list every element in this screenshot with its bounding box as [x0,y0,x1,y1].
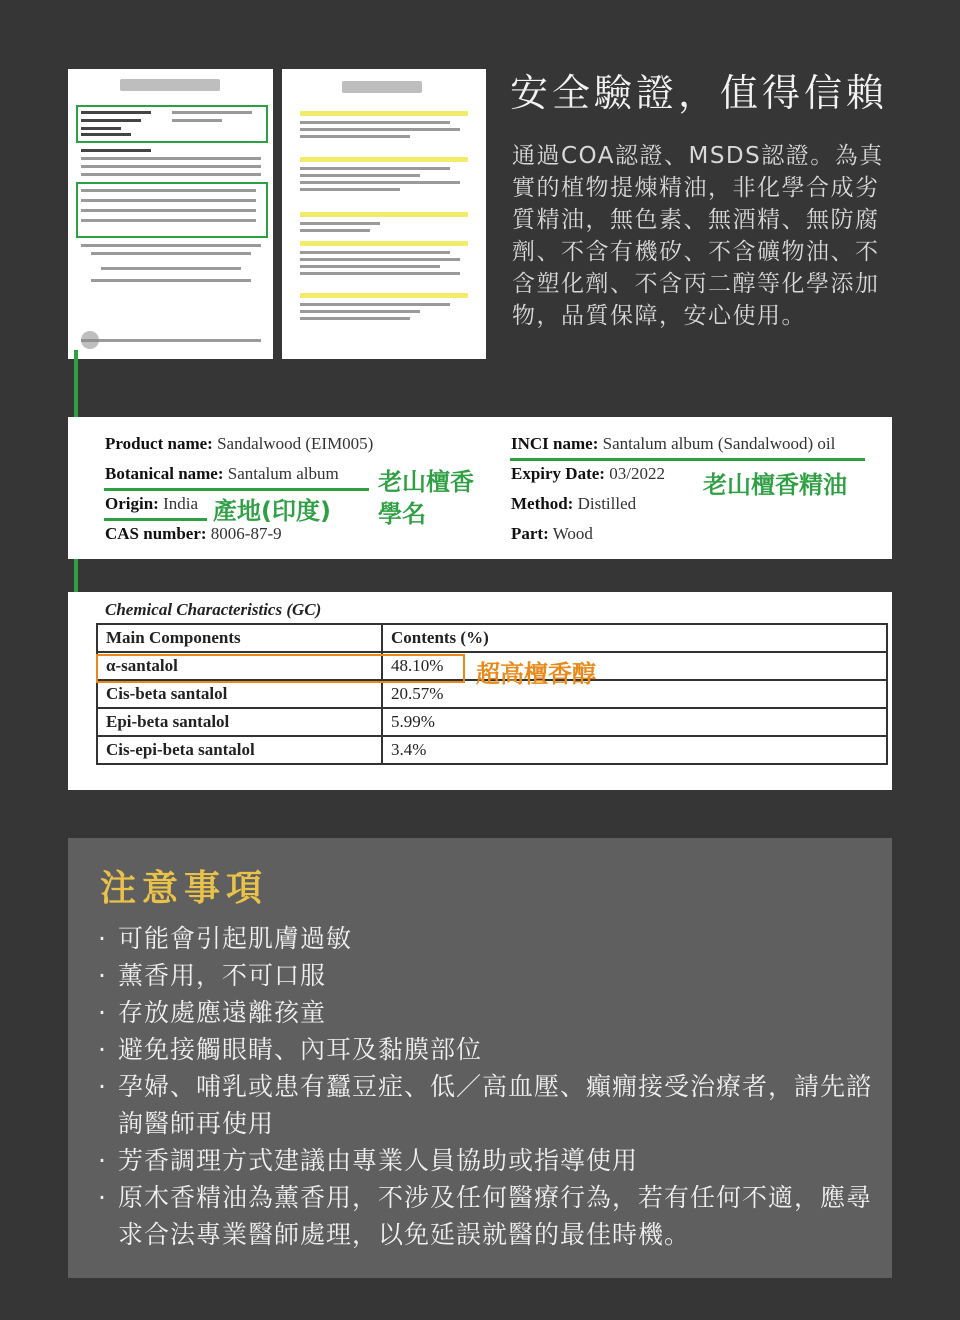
blurred-text [300,303,450,306]
component-name: α-santalol [97,652,382,680]
blurred-text [81,339,261,342]
blurred-text [300,121,450,124]
blurred-text [300,272,460,275]
blurred-text [81,119,141,122]
blurred-text [81,127,121,130]
blurred-text [300,310,420,313]
list-item: · 芳香調理方式建議由專業人員協助或指導使用 [98,1142,878,1179]
notes-title: 注意事項 [100,867,269,909]
blurred-text [172,111,252,114]
inci-underline [510,458,865,461]
chemical-characteristics-card [68,592,892,790]
table-row [97,708,887,736]
blurred-text [81,165,261,168]
blurred-text [81,189,256,192]
blurred-text [172,119,222,122]
annotation-origin: 產地(印度) [213,497,331,525]
method-row: Method: Distilled [511,494,637,513]
component-value: 20.57% [382,680,887,708]
expiry-date-row: Expiry Date: 03/2022 [511,464,665,483]
notes-panel [68,838,892,1278]
chemical-title: Chemical Characteristics (GC) [105,600,322,619]
blurred-section-header [300,157,468,162]
part-row: Part: Wood [511,524,593,543]
component-value: 5.99% [382,708,887,736]
blurred-text [300,128,460,131]
table-header-row [97,624,887,652]
component-name: Epi-beta santalol [97,708,382,736]
component-name: Cis-epi-beta santalol [97,736,382,764]
santalol-annotation: 超高檀香醇 [476,660,596,688]
list-item: · 原木香精油為薰香用，不涉及任何醫療行為，若有任何不適，應尋求合法專業醫師處理，以免延誤就醫的最佳時機。 [98,1179,878,1253]
inci-name-row: INCI name: Santalum album (Sandalwood) oil [511,434,836,453]
notes-list [98,920,878,1253]
component-name: Cis-beta santalol [97,680,382,708]
coa-certificate-thumbnail [68,69,273,359]
blurred-logo [120,79,220,91]
blurred-text [300,265,440,268]
list-item: · 存放處應遠離孩童 [98,994,878,1031]
blurred-text [81,244,261,247]
cas-number-row: CAS number: 8006-87-9 [105,524,282,543]
blurred-section-header [300,111,468,116]
column-header-component: Main Components [97,624,382,652]
blurred-text [91,279,251,282]
blurred-text [300,317,410,320]
msds-certificate-thumbnail [282,69,486,359]
blurred-section-header [300,241,468,246]
blurred-text [101,267,241,270]
blurred-section-header [300,293,468,298]
blurred-section-header [300,212,468,217]
blurred-stamp [81,331,99,349]
column-header-contents: Contents (%) [382,624,887,652]
blurred-logo [342,81,422,93]
list-item: · 薰香用，不可口服 [98,957,878,994]
blurred-text [81,199,256,202]
blurred-text [81,149,151,152]
annotation-botanical-line2: 學名 [378,500,426,528]
blurred-text [81,133,131,136]
component-value: 3.4% [382,736,887,764]
blurred-text [81,209,256,212]
product-info-card [68,417,892,559]
blurred-text [300,135,410,138]
blurred-text [81,111,151,114]
annotation-botanical-line1: 老山檀香 [378,468,474,496]
table-row [97,736,887,764]
blurred-text [300,222,380,225]
santalol-highlight [96,654,465,683]
blurred-text [300,181,460,184]
origin-underline [104,518,207,521]
gc-table [96,623,888,765]
botanical-name-row: Botanical name: Santalum album [105,464,339,483]
list-item: · 孕婦、哺乳或患有蠶豆症、低／高血壓、癲癇接受治療者，請先諮詢醫師再使用 [98,1068,878,1142]
blurred-text [81,219,256,222]
blurred-text [81,173,261,176]
blurred-text [300,229,370,232]
blurred-text [300,258,460,261]
component-value: 48.10% [382,652,887,680]
annotation-inci: 老山檀香精油 [703,471,847,499]
origin-row: Origin: India [105,494,199,513]
blurred-text [300,167,450,170]
blurred-text [300,251,450,254]
list-item: · 避免接觸眼睛、內耳及黏膜部位 [98,1031,878,1068]
list-item: · 可能會引起肌膚過敏 [98,920,878,957]
product-name-row: Product name: Sandalwood (EIM005) [105,434,374,453]
blurred-text [300,174,420,177]
blurred-text [300,188,400,191]
blurred-text [81,157,261,160]
blurred-text [91,252,251,255]
intro-text: 通過COA認證、MSDS認證。為真實的植物提煉精油，非化學合成劣質精油，無色素、無酒精、無防腐劑、不含有機矽、不含礦物油、不含塑化劑、不含丙二醇等化學添加物，品質保障，安心使用。 [512,143,884,329]
page-title: 安全驗證，值得信賴 [510,71,889,115]
